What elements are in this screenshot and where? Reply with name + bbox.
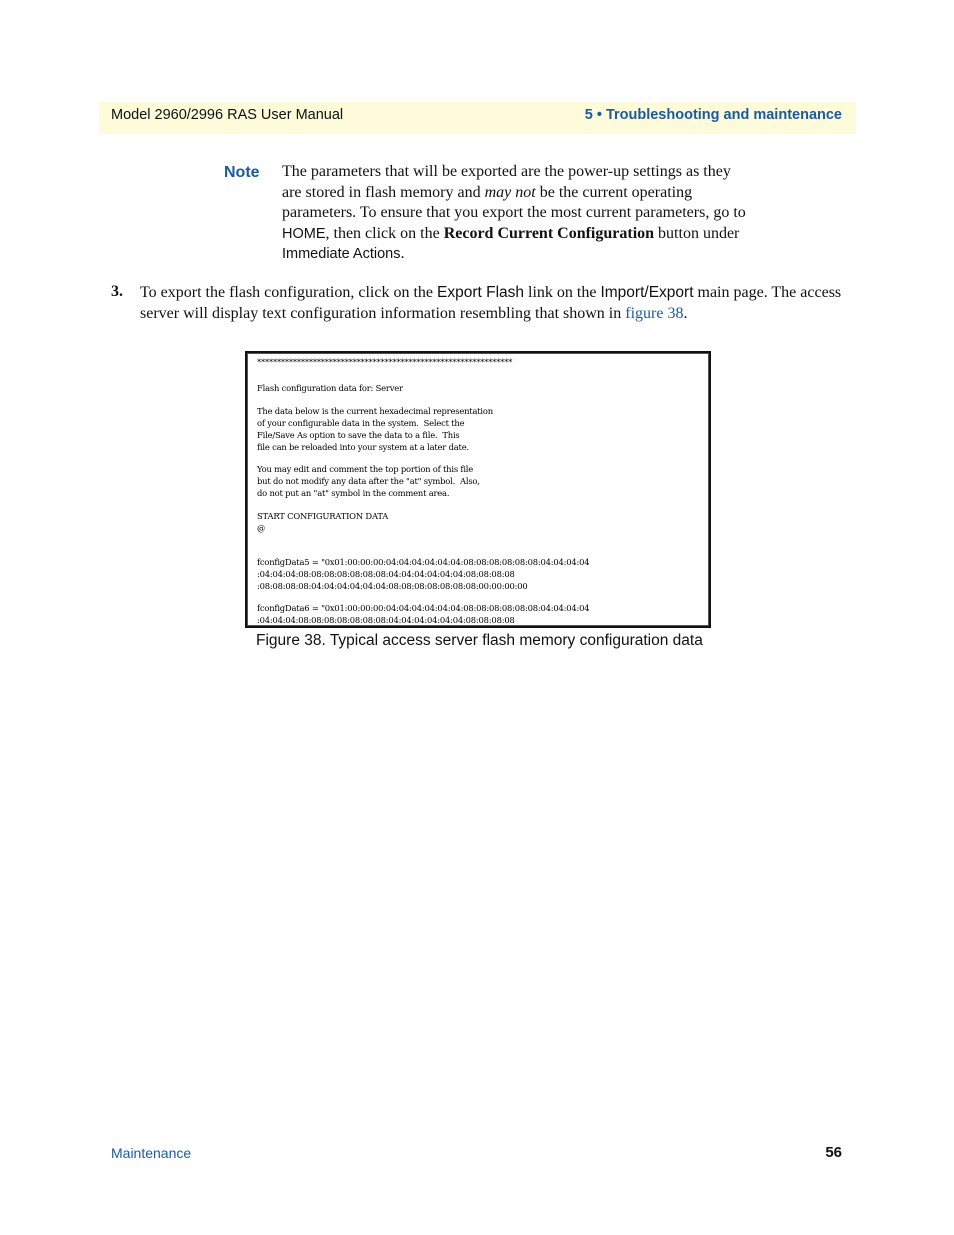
figure-line: do not put an "at" symbol in the comment area. <box>257 488 450 498</box>
flash-config-figure <box>245 351 711 628</box>
step-number: 3. <box>111 283 123 300</box>
figure-line: START CONFIGURATION DATA <box>257 511 389 521</box>
manual-title: Model 2960/2996 RAS User Manual <box>111 107 344 123</box>
record-current-configuration-ref: Record Current Configuration <box>443 224 655 242</box>
figure-line: File/Save As option to save the data to a file. This <box>257 430 460 440</box>
figure-line: but do not modify any data after the "at" symbol. Also, <box>257 476 480 486</box>
figure-38-link[interactable]: figure 38 <box>625 304 684 322</box>
export-flash-ref: Export Flash <box>437 284 525 301</box>
import-export-ref: Import/Export <box>600 284 694 301</box>
figure-line: fconfigData5 = "0x01:00:00:00:04:04:04:04:04:04:08:08:08:08:08:08:04:04:04:04 <box>257 557 590 567</box>
note-body: The parameters that will be exported are the power-up settings as they are stored in flash memory and may not be the current operating parameters. To ensure that you export the most current parameters, go to HOME, then click on the Record Current Configuration button under Immediate Actions. <box>282 163 746 262</box>
chapter-title: 5 • Troubleshooting and maintenance <box>584 107 842 123</box>
figure-line: file can be reloaded into your system at a later date. <box>257 442 469 452</box>
figure-line: fconfigData6 = "0x01:00:00:00:04:04:04:04:04:04:08:08:08:08:08:08:04:04:04:04 <box>257 603 590 613</box>
figure-line: **************************************************************** <box>257 357 513 367</box>
figure-line: The data below is the current hexadecimal representation <box>257 406 493 416</box>
figure-line: :04:04:04:08:08:08:08:08:08:08:04:04:04:04:04:04:08:08:08:08 <box>257 615 515 625</box>
note-emphasis: may not <box>484 183 536 201</box>
figure-line: @ <box>257 523 266 533</box>
footer-section: Maintenance <box>111 1145 192 1161</box>
page-number: 56 <box>825 1144 842 1161</box>
step-body: To export the flash configuration, click on the Export Flash link on the Import/Export main page. The access server will display text configuration information resembling that shown in figure 38. <box>140 284 842 322</box>
figure-line: :08:08:08:08:04:04:04:04:04:04:08:08:08:08:08:08:08:00:00:00:00 <box>257 581 528 591</box>
figure-line: Flash configuration data for: Server <box>257 383 403 393</box>
running-header <box>99 102 856 134</box>
figure-line: :04:04:04:08:08:08:08:08:08:08:04:04:04:04:04:04:08:08:08:08 <box>257 569 515 579</box>
figure-caption: Figure 38. Typical access server flash memory configuration data <box>256 632 703 649</box>
immediate-actions-ref: Immediate Actions <box>282 246 401 262</box>
note-label: Note <box>224 164 260 181</box>
home-ref: HOME <box>282 225 326 242</box>
figure-line: of your configurable data in the system. Select the <box>257 418 465 428</box>
figure-line: You may edit and comment the top portion of this file <box>257 464 474 474</box>
